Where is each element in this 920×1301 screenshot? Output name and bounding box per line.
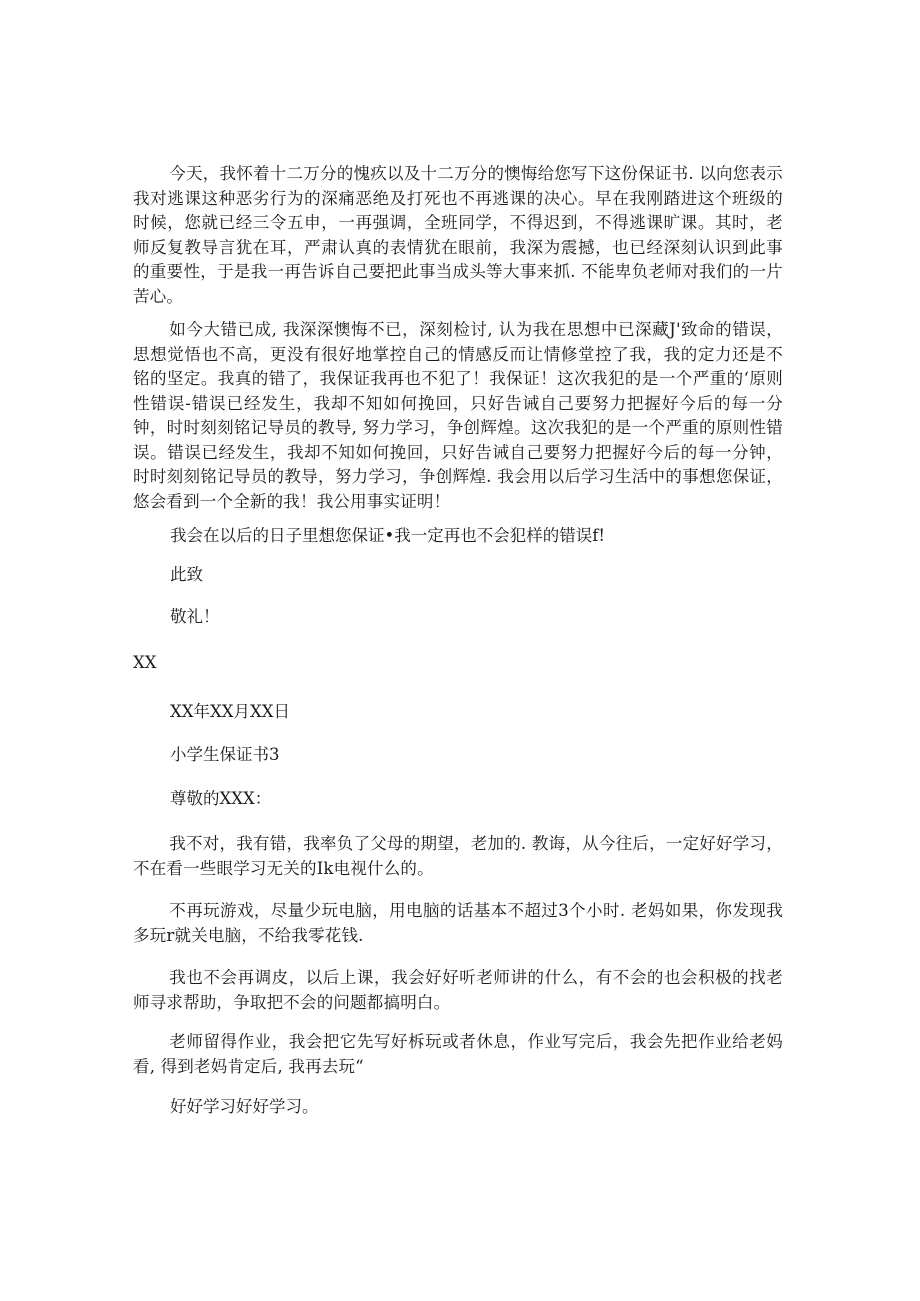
signature-name: XX — [133, 653, 157, 672]
paragraph-homework: 老师留得作业，我会把它先写好柝玩或者休息，作业写完后，我会先把作业给老妈看, 得到老妈肯定后, 我再去玩“ — [133, 1032, 783, 1076]
letter-greeting: 尊敬的XXX： — [170, 789, 272, 808]
signature-date: XX年XX月XX日 — [170, 702, 290, 721]
paragraph-pledge-regret: 如今大错已成, 我深深懊悔不已，深刻检讨, 认为我在思想中已深藏J'致命的错误，思想觉悟也不高，更没有很好地掌控自己的情感反而让情修堂控了我，我的定力还是不铭的坚定。我真的错了，我保证我再也不犯了！我保证！这次我犯的是一个严重的‘原则性错误-错误已经发生，我却不知如何挽回，只好告诫自己要努力把握好今后的每一分钟，时时刻刻铭记导员的教导, 努力学习，争创辉煌。这次我犯的是一个严重的原则性错误。错误已经发生，我却不知如何挽回，只好告诫自己要努力把握好今后的每一分钟，时时刻刻铭记导员的教导，努力学习，争创辉煌. 我会用以后学习生活中的事想您保证，悠会看到一个全新的我！我公用事实证明！ — [133, 320, 783, 511]
paragraph-apology: 我不对，我有错，我率负了父母的期望，老加的. 教诲，从今往后，一定好好学习，不在看一些眼学习无关的Ik电视什么的。 — [133, 834, 783, 878]
paragraph-no-games: 不再玩游戏，尽量少玩电脑，用电脑的话基本不超过3个小时. 老妈如果，你发现我多玩r就关电脑，不给我零花钱. — [133, 901, 783, 945]
paragraph-closing-motto: 好好学习好好学习。 — [170, 1097, 319, 1116]
paragraph-pledge-promise: 我会在以后的日子里想您保证•我一定再也不会犯样的错误f! — [170, 526, 605, 545]
closing-regards: 敬礼！ — [170, 607, 220, 626]
paragraph-pledge-intro: 今天，我怀着十二万分的愧疚以及十二万分的懊悔给您写下这份保证书. 以向您表示我对逃课这种恶劣行为的深痛恶绝及打死也不再逃课的决心。早在我刚踏进这个班级的时候，您就已经三令五申，一再强调，全班同学，不得迟到，不得逃课旷课。其时，老师反复教导言犹在耳，严肃认真的表情犹在眼前，我深为震撼，也已经深刻认识到此事的重要性，于是我一再告诉自己要把此事当成头等大事来抓. 不能卑负老师对我们的一片苦心。 — [133, 164, 783, 306]
paragraph-classroom: 我也不会再调皮，以后上课，我会好好听老师讲的什么，有不会的也会积极的找老师寻求帮助，争取把不会的问题都搞明白。 — [133, 968, 783, 1012]
closing-salutation: 此致 — [170, 565, 203, 584]
section-title: 小学生保证书3 — [170, 745, 280, 764]
